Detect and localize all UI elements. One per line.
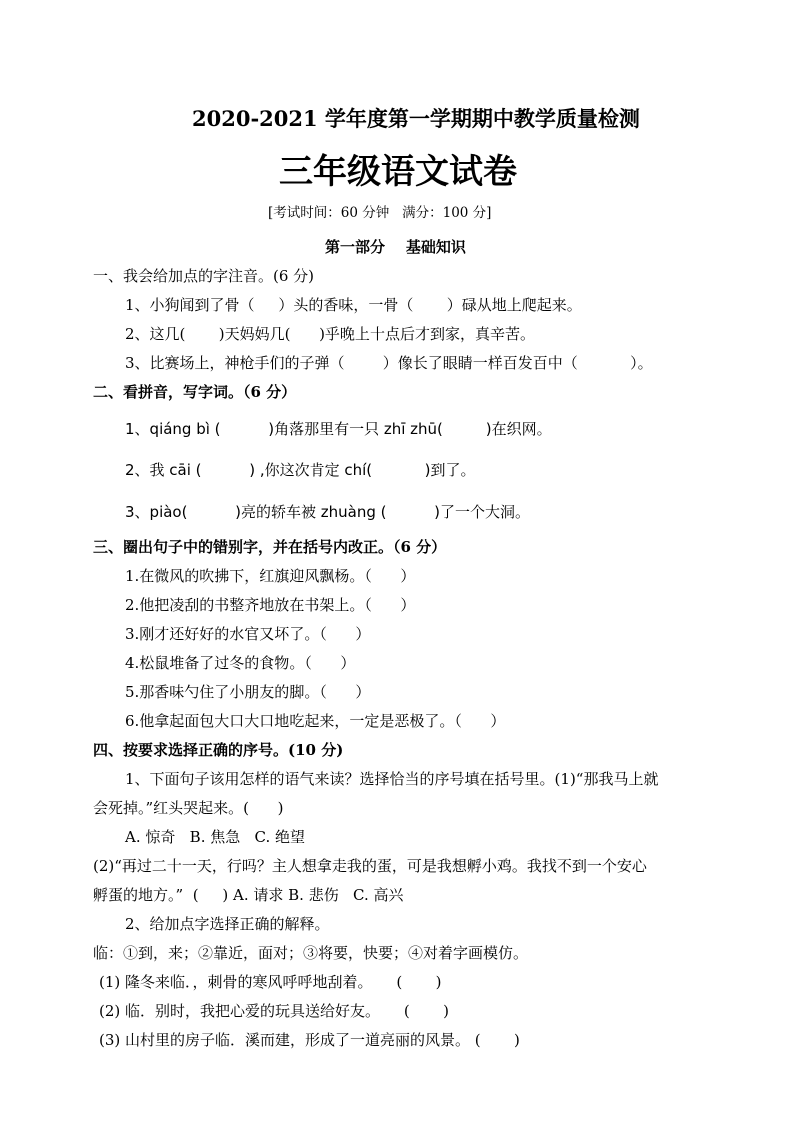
- question-line: 2、给加点字选择正确的解释。: [125, 915, 330, 933]
- question-line: 1.在微风的吹拂下，红旗迎风飘杨。（ ）: [125, 567, 416, 585]
- choice-line: A. 惊奇 B. 焦急 C. 绝望: [125, 828, 306, 846]
- question-line: 1、小狗闻到了骨（ ）头的香味，一骨（ ）碌从地上爬起来。: [125, 296, 582, 314]
- section-heading: 一、我会给加点的字注音。(6 分): [93, 267, 315, 285]
- question-line: (2)“再过二十一天，行吗？主人想拿走我的蛋，可是我想孵小鸡。我找不到一个安心: [93, 857, 647, 875]
- question-line: (1) 隆冬来临．，刺骨的寒风呼呼地刮着。 ( ): [99, 973, 442, 991]
- question-line: 3、piào( )亮的轿车被 zhuàng ( )了一个大洞。: [125, 503, 531, 521]
- definition-line: 临：①到，来；②靠近，面对；③将要，快要；④对着字画模仿。: [93, 944, 529, 962]
- question-line: 2.他把凌刮的书整齐地放在书架上。（ ）: [125, 596, 416, 614]
- question-line: (3) 山村里的房子临．溪而建，形成了一道亮丽的风景。 ( ): [99, 1031, 520, 1049]
- question-line: 1、下面句子该用怎样的语气来读？选择恰当的序号填在括号里。(1)“那我马上就: [125, 770, 659, 788]
- question-line: 5.那香味勺住了小朋友的脚。（ ）: [125, 683, 371, 701]
- section-heading: 三、圈出句子中的错别字，并在括号内改正。（6 分）: [93, 538, 447, 556]
- exam-title: 2020-2021 学年度第一学期期中教学质量检测: [192, 106, 640, 131]
- section-heading: 四、按要求选择正确的序号。(10 分): [93, 741, 344, 759]
- question-line: 4.松鼠堆备了过冬的食物。（ ）: [125, 654, 356, 672]
- question-line: 1、qiáng bì ( )角落那里有一只 zhī zhū( )在织网。: [125, 420, 552, 438]
- exam-info: [考试时间：60 分钟 满分：100 分]: [268, 205, 492, 221]
- question-line: 3、比赛场上，神枪手们的子弹（ ）像长了眼睛一样百发百中（ ）。: [125, 354, 653, 372]
- question-line: (2) 临．别时，我把心爱的玩具送给好友。 ( ): [99, 1002, 449, 1020]
- question-line: 3.刚才还好好的水官又坏了。（ ）: [125, 625, 371, 643]
- question-line: 会死掉。”红头哭起来。( ): [93, 799, 284, 817]
- question-line: 2、这几( )天妈妈几( )乎晚上十点后才到家，真辛苦。: [125, 325, 535, 343]
- paper-subtitle: 三年级语文试卷: [279, 152, 517, 192]
- section-heading: 二、看拼音，写字词。（6 分）: [93, 383, 297, 401]
- question-line: 2、我 cāi ( ) ,你这次肯定 chí( )到了。: [125, 461, 476, 479]
- part-title: 第一部分 基础知识: [325, 238, 466, 256]
- question-line: 孵蛋的地方。” ( ) A. 请求 B. 悲伤 C. 高兴: [93, 886, 404, 904]
- question-line: 6.他拿起面包大口大口地吃起来，一定是恶极了。（ ）: [125, 712, 506, 730]
